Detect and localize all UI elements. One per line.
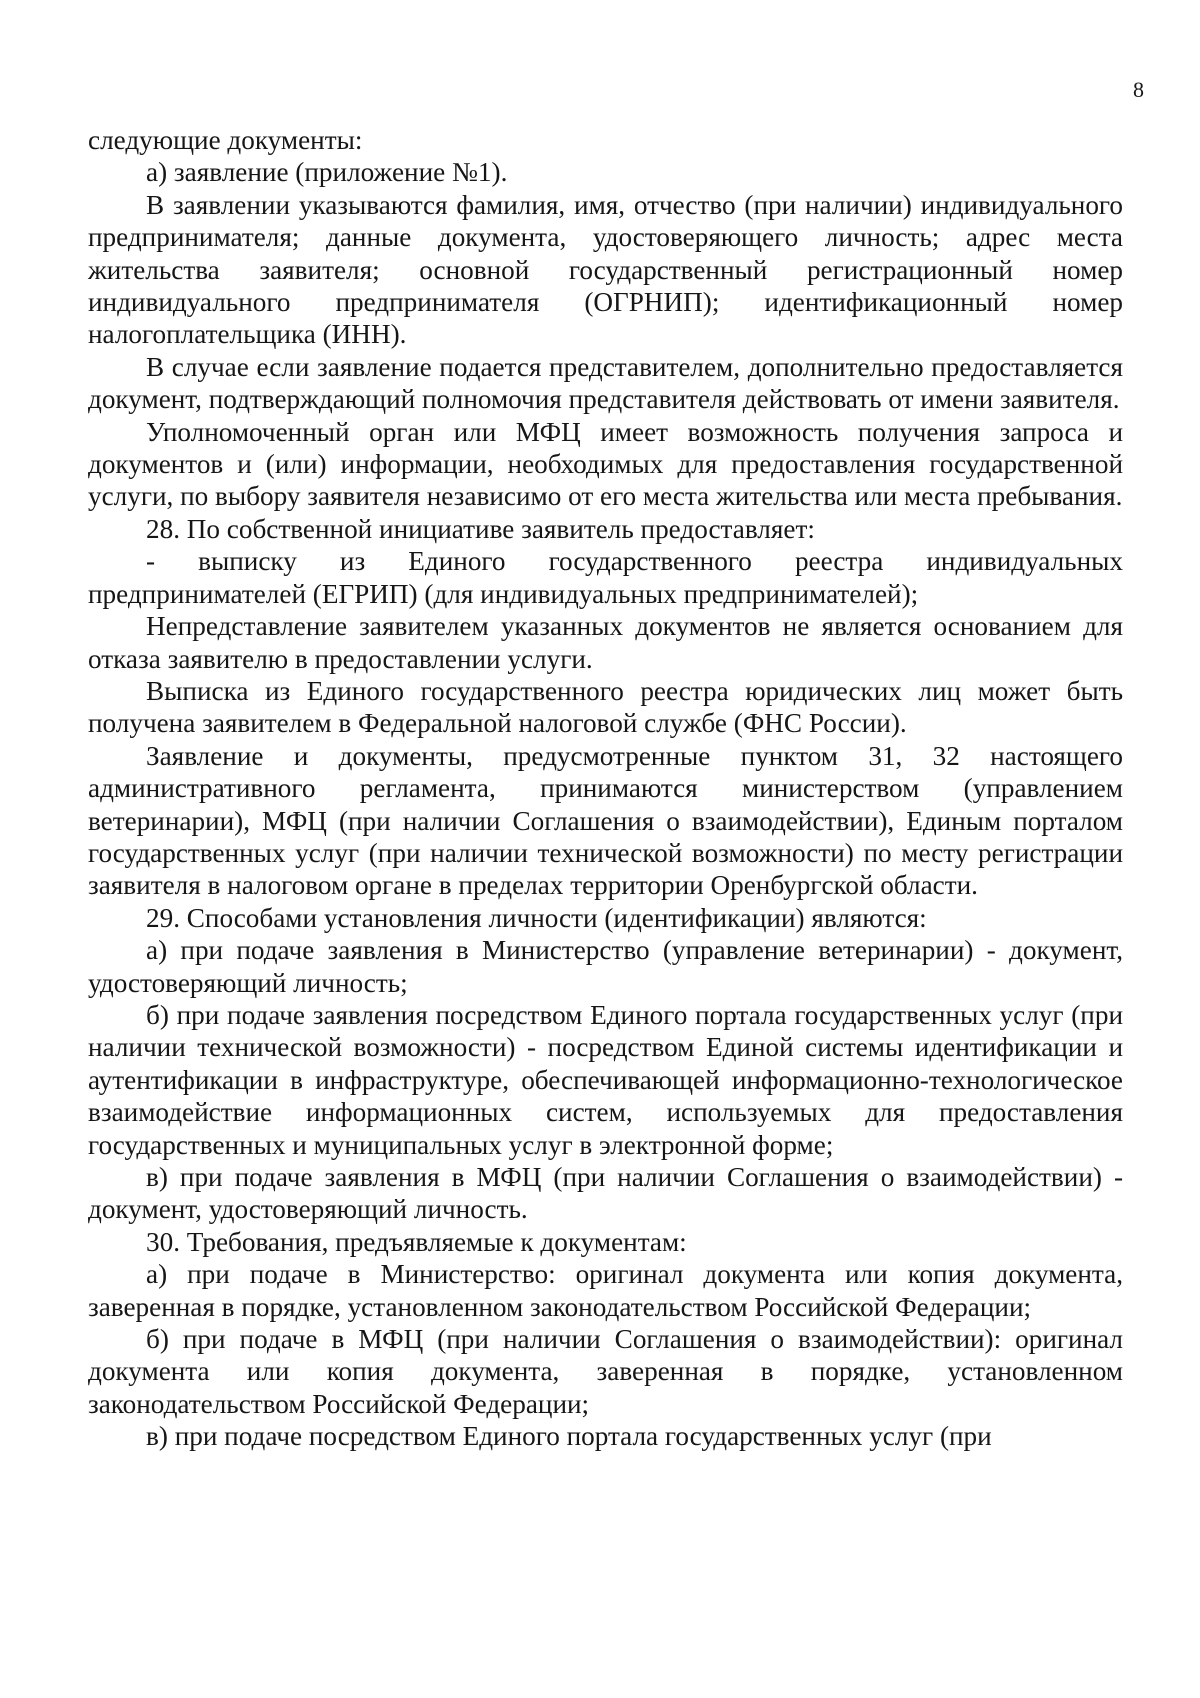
paragraph-item-a: а) заявление (приложение №1). <box>146 157 508 188</box>
paragraph-identification-a: а) при подаче заявления в Министерство (управление ветеринарии) - документ, удостоверяющий личность; <box>88 935 1123 998</box>
paragraph-requirements-c: в) при подаче посредством Единого портала государственных услуг (при <box>146 1421 992 1452</box>
document-body <box>88 124 1123 1453</box>
paragraph-identification-b: б) при подаче заявления посредством Единого портала государственных услуг (при наличии технической возможности) - посредством Единой системы идентификации и аутентификации в инфраструктуре, обеспечивающей информационно-технологическое взаимодействие информационных систем, используемых для предоставления государственных и муниципальных услуг в электронной форме; <box>88 999 1123 1160</box>
paragraph-non-submission: Непредставление заявителем указанных документов не является основанием для отказа заявителю в предоставлении услуги. <box>88 611 1123 674</box>
paragraph-requirements-b: б) при подаче в МФЦ (при наличии Соглашения о взаимодействии): оригинал документа или копия документа, заверенная в порядке, установленном законодательством Российской Федерации; <box>88 1324 1123 1419</box>
paragraph-identification-c: в) при подаче заявления в МФЦ (при наличии Соглашения о взаимодействии) - документ, удостоверяющий личность. <box>88 1162 1123 1225</box>
paragraph-clause-29: 29. Способами установления личности (идентификации) являются: <box>146 902 927 933</box>
paragraph-requirements-a: а) при подаче в Министерство: оригинал документа или копия документа, заверенная в порядке, установленном законодательством Российской Федерации; <box>88 1259 1123 1322</box>
paragraph-egrul-extract: Выписка из Единого государственного реестра юридических лиц может быть получена заявителем в Федеральной налоговой службе (ФНС России). <box>88 675 1123 739</box>
paragraph-clause-28: 28. По собственной инициативе заявитель предоставляет: <box>146 513 815 544</box>
paragraph-clause-30: 30. Требования, предъявляемые к документам: <box>146 1226 687 1257</box>
paragraph-application-contents: В заявлении указываются фамилия, имя, отчество (при наличии) индивидуального предпринимателя; данные документа, удостоверяющего личность; адрес места жительства заявителя; основной государственный регистрационный номер индивидуального предпринимателя (ОГРНИП); идентификационный номер налогоплательщика (ИНН). <box>88 189 1123 350</box>
paragraph-continuation: следующие документы: <box>88 125 363 155</box>
page-number: 8 <box>1133 77 1144 102</box>
paragraph-egrip-extract: - выписку из Единого государственного реестра индивидуальных предпринимателей (ЕГРИП) (для индивидуальных предпринимателей); <box>88 546 1123 609</box>
paragraph-representative: В случае если заявление подается представителем, дополнительно предоставляется документ, подтверждающий полномочия представителя действовать от имени заявителя. <box>88 351 1123 415</box>
paragraph-authorized-body: Уполномоченный орган или МФЦ имеет возможность получения запроса и документов и (или) информации, необходимых для предоставления государственной услуги, по выбору заявителя независимо от его места жительства или места пребывания. <box>88 416 1123 512</box>
paragraph-acceptance: Заявление и документы, предусмотренные пунктом 31, 32 настоящего административного регламента, принимаются министерством (управлением ветеринарии), МФЦ (при наличии Соглашения о взаимодействии), Единым порталом государственных услуг (при наличии технической возможности) по месту регистрации заявителя в налоговом органе в пределах территории Оренбургской области. <box>88 740 1123 901</box>
